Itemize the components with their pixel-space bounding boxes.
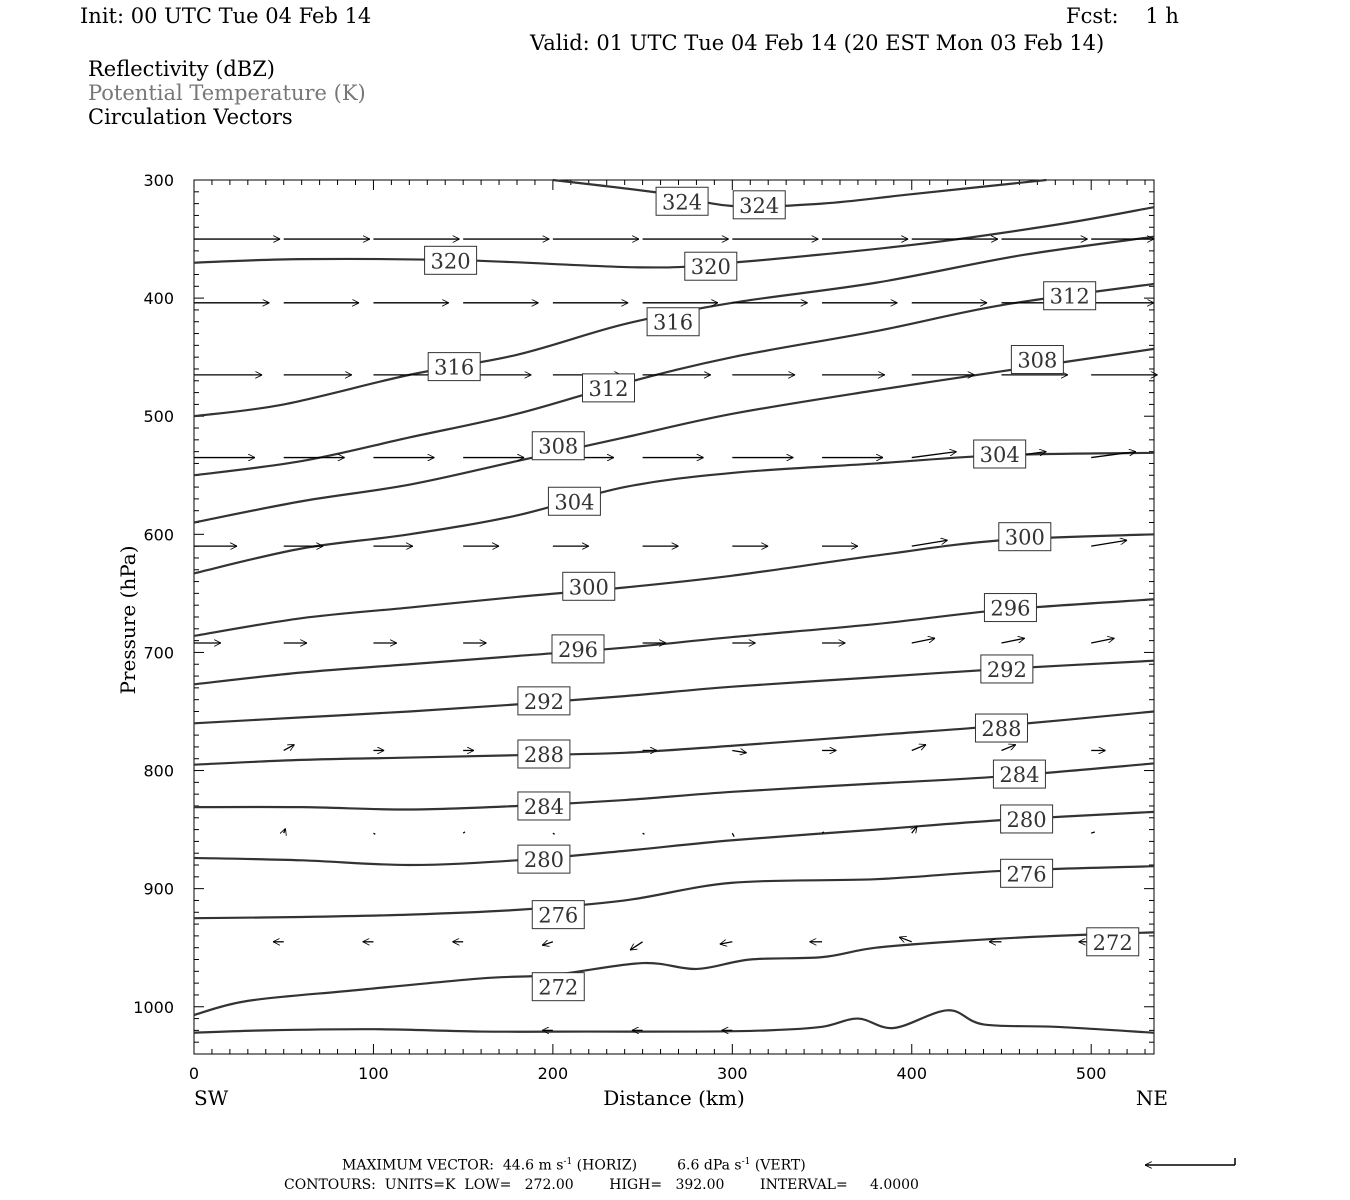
contour-label-308 bbox=[1011, 346, 1063, 374]
theta-contour-320 bbox=[194, 207, 1154, 267]
theta-contour-324 bbox=[553, 180, 1046, 207]
contour-label-312 bbox=[1044, 282, 1096, 310]
contour-label-288 bbox=[518, 740, 570, 768]
svg-text:288: 288 bbox=[523, 743, 564, 768]
circulation-vector bbox=[1001, 745, 1015, 751]
reference-vector-arrow bbox=[1145, 1158, 1235, 1165]
svg-text:296: 296 bbox=[990, 596, 1031, 621]
svg-text:320: 320 bbox=[690, 255, 731, 280]
horiz-exponent: -1 bbox=[563, 1157, 573, 1167]
svg-text:288: 288 bbox=[981, 717, 1022, 742]
x-tick-label: 0 bbox=[188, 1064, 200, 1083]
y-tick-label: 1000 bbox=[133, 997, 174, 1017]
contour-label-284 bbox=[993, 760, 1045, 788]
contour-label-280 bbox=[518, 845, 570, 873]
y-tick-label: 300 bbox=[143, 171, 174, 190]
contour-label-272 bbox=[1087, 928, 1139, 956]
circulation-vector bbox=[720, 942, 733, 944]
contour-label-304 bbox=[974, 440, 1026, 468]
contour-label-320 bbox=[685, 252, 737, 280]
contour-label-324 bbox=[733, 191, 785, 219]
vert-exponent: -1 bbox=[741, 1157, 751, 1167]
y-tick-label: 500 bbox=[143, 407, 174, 427]
svg-text:312: 312 bbox=[1049, 284, 1090, 309]
circulation-vector bbox=[912, 745, 926, 751]
circulation-vector bbox=[912, 540, 948, 546]
svg-text:324: 324 bbox=[662, 190, 703, 215]
contour-label-316 bbox=[647, 308, 699, 336]
max-vector-vert-tag: (VERT) bbox=[754, 1157, 806, 1174]
field-circulation-vectors: Circulation Vectors bbox=[88, 105, 293, 129]
contour-label-312 bbox=[583, 374, 635, 402]
svg-text:300: 300 bbox=[1004, 525, 1045, 550]
theta-contour-268 bbox=[194, 1010, 1154, 1032]
x-tick-label: 500 bbox=[1075, 1064, 1107, 1083]
contour-label-304 bbox=[548, 487, 600, 515]
x-end-label-left: SW bbox=[194, 1086, 229, 1110]
forecast-hour: Fcst: 1 h bbox=[1066, 4, 1179, 28]
theta-contour-272 bbox=[194, 932, 1154, 1015]
contour-label-284 bbox=[518, 792, 570, 820]
x-tick-label: 100 bbox=[358, 1064, 389, 1083]
svg-text:292: 292 bbox=[523, 689, 564, 714]
svg-text:276: 276 bbox=[1006, 862, 1047, 887]
svg-text:276: 276 bbox=[538, 903, 579, 928]
circulation-vector bbox=[1091, 540, 1127, 546]
circulation-vector bbox=[732, 833, 734, 837]
y-tick-label: 900 bbox=[143, 879, 174, 899]
circulation-vector bbox=[1091, 638, 1114, 643]
contour-label-320 bbox=[425, 246, 477, 274]
contour-label-292 bbox=[518, 687, 570, 715]
svg-text:292: 292 bbox=[986, 657, 1027, 682]
y-tick-label: 400 bbox=[143, 289, 174, 309]
svg-text:308: 308 bbox=[538, 434, 579, 459]
x-tick-label: 200 bbox=[537, 1064, 569, 1083]
contour-labels bbox=[425, 187, 1139, 1000]
circulation-vector bbox=[284, 745, 295, 751]
circulation-vector bbox=[284, 828, 286, 833]
max-vector-info bbox=[342, 1158, 806, 1173]
svg-text:312: 312 bbox=[588, 376, 629, 401]
circulation-vector bbox=[553, 833, 555, 834]
circulation-vector bbox=[912, 452, 957, 458]
svg-text:308: 308 bbox=[1017, 348, 1058, 373]
svg-text:296: 296 bbox=[557, 637, 599, 662]
max-vector-horiz-tag: (HORIZ) bbox=[576, 1157, 638, 1174]
circulation-vector bbox=[643, 833, 645, 834]
svg-text:284: 284 bbox=[523, 794, 564, 819]
circulation-vector bbox=[912, 638, 935, 643]
contour-label-300 bbox=[999, 523, 1051, 551]
svg-text:316: 316 bbox=[653, 310, 694, 335]
theta-contour-304 bbox=[194, 453, 1154, 573]
svg-text:272: 272 bbox=[1092, 930, 1133, 955]
circulation-vector bbox=[732, 750, 746, 752]
contour-label-324 bbox=[656, 187, 708, 215]
valid-time: Valid: 01 UTC Tue 04 Feb 14 (20 EST Mon 03 Feb 14) bbox=[530, 31, 1105, 55]
field-reflectivity: Reflectivity (dBZ) bbox=[88, 57, 276, 81]
y-tick-label: 700 bbox=[143, 643, 174, 663]
svg-text:324: 324 bbox=[739, 193, 780, 218]
tick-labels bbox=[133, 171, 1106, 1083]
circulation-vector bbox=[373, 833, 375, 834]
contour-label-296 bbox=[552, 635, 604, 663]
y-tick-label: 800 bbox=[143, 761, 174, 781]
circulation-vector bbox=[630, 942, 643, 950]
circulation-vector bbox=[1001, 638, 1024, 643]
y-tick-label: 600 bbox=[143, 525, 174, 545]
contour-label-292 bbox=[981, 655, 1033, 683]
x-axis-label: Distance (km) bbox=[603, 1086, 745, 1110]
svg-text:280: 280 bbox=[523, 848, 564, 873]
contour-label-276 bbox=[1001, 859, 1053, 887]
svg-text:300: 300 bbox=[568, 575, 609, 600]
init-time: Init: 00 UTC Tue 04 Feb 14 bbox=[80, 4, 372, 28]
x-end-label-right: NE bbox=[1135, 1086, 1168, 1110]
svg-text:304: 304 bbox=[554, 490, 595, 515]
x-tick-label: 300 bbox=[717, 1064, 748, 1083]
circulation-vector bbox=[1091, 832, 1095, 833]
svg-text:284: 284 bbox=[999, 763, 1040, 788]
svg-text:272: 272 bbox=[538, 975, 579, 1000]
max-vector-horiz-text: MAXIMUM VECTOR: 44.6 m s bbox=[342, 1157, 564, 1174]
contour-info: CONTOURS: UNITS=K LOW= 272.00 HIGH= 392.00 INTERVAL= 4.0000 bbox=[284, 1177, 919, 1193]
contour-label-300 bbox=[563, 572, 615, 600]
svg-text:304: 304 bbox=[979, 443, 1020, 468]
circulation-vector bbox=[899, 937, 912, 942]
contour-label-316 bbox=[428, 353, 480, 381]
circulation-vector bbox=[463, 832, 465, 833]
svg-text:320: 320 bbox=[430, 249, 471, 274]
circulation-vector bbox=[542, 942, 553, 946]
svg-text:280: 280 bbox=[1006, 807, 1047, 832]
x-tick-label: 400 bbox=[896, 1064, 928, 1083]
contour-label-276 bbox=[532, 901, 584, 929]
contour-label-296 bbox=[984, 594, 1036, 622]
y-axis-label: Pressure (hPa) bbox=[116, 545, 140, 695]
contour-label-280 bbox=[1001, 805, 1053, 833]
contour-label-272 bbox=[532, 973, 584, 1001]
field-potential-temperature: Potential Temperature (K) bbox=[88, 81, 366, 105]
contour-label-308 bbox=[532, 432, 584, 460]
contour-label-288 bbox=[975, 714, 1027, 742]
svg-text:316: 316 bbox=[434, 355, 475, 380]
max-vector-vert-text: 6.6 dPa s bbox=[677, 1157, 742, 1174]
